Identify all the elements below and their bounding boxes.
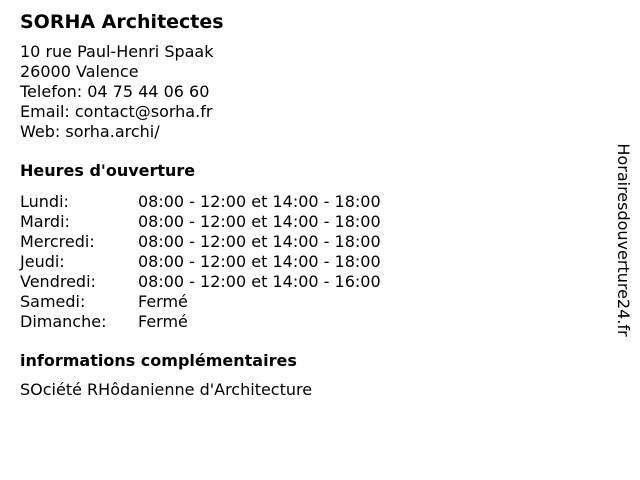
hours-row-tuesday — [20, 212, 600, 232]
hours-row-sunday — [20, 312, 600, 332]
address-city: 26000 Valence — [20, 62, 139, 81]
additional-info-text: SOciété RHôdanienne d'Architecture — [20, 380, 313, 399]
hours-day: Dimanche: — [20, 312, 107, 331]
hours-day: Mercredi: — [20, 232, 95, 251]
hours-time: 08:00 - 12:00 et 14:00 - 18:00 — [138, 192, 381, 211]
address-street: 10 rue Paul-Henri Spaak — [20, 42, 214, 61]
brand-watermark: Horairesdouverture24.fr — [614, 143, 633, 337]
opening-hours-table — [20, 192, 600, 332]
hours-time: 08:00 - 12:00 et 14:00 - 18:00 — [138, 212, 381, 231]
hours-time: 08:00 - 12:00 et 14:00 - 18:00 — [138, 252, 381, 271]
hours-time: Fermé — [138, 312, 188, 331]
hours-row-wednesday — [20, 232, 600, 252]
hours-row-friday — [20, 272, 600, 292]
hours-row-saturday — [20, 292, 600, 312]
additional-info-heading: informations complémentaires — [20, 351, 297, 370]
hours-time: Fermé — [138, 292, 188, 311]
hours-day: Vendredi: — [20, 272, 96, 291]
hours-day: Mardi: — [20, 212, 70, 231]
opening-hours-heading: Heures d'ouverture — [20, 161, 196, 180]
phone-number: Telefon: 04 75 44 06 60 — [20, 82, 210, 101]
hours-day: Samedi: — [20, 292, 86, 311]
business-card — [20, 8, 600, 400]
business-name: SORHA Architectes — [20, 11, 224, 33]
hours-time: 08:00 - 12:00 et 14:00 - 16:00 — [138, 272, 381, 291]
hours-row-thursday — [20, 252, 600, 272]
email-address: Email: contact@sorha.fr — [20, 102, 213, 121]
hours-day: Jeudi: — [20, 252, 65, 271]
website: Web: sorha.archi/ — [20, 122, 160, 141]
hours-time: 08:00 - 12:00 et 14:00 - 18:00 — [138, 232, 381, 251]
hours-row-monday — [20, 192, 600, 212]
hours-day: Lundi: — [20, 192, 69, 211]
